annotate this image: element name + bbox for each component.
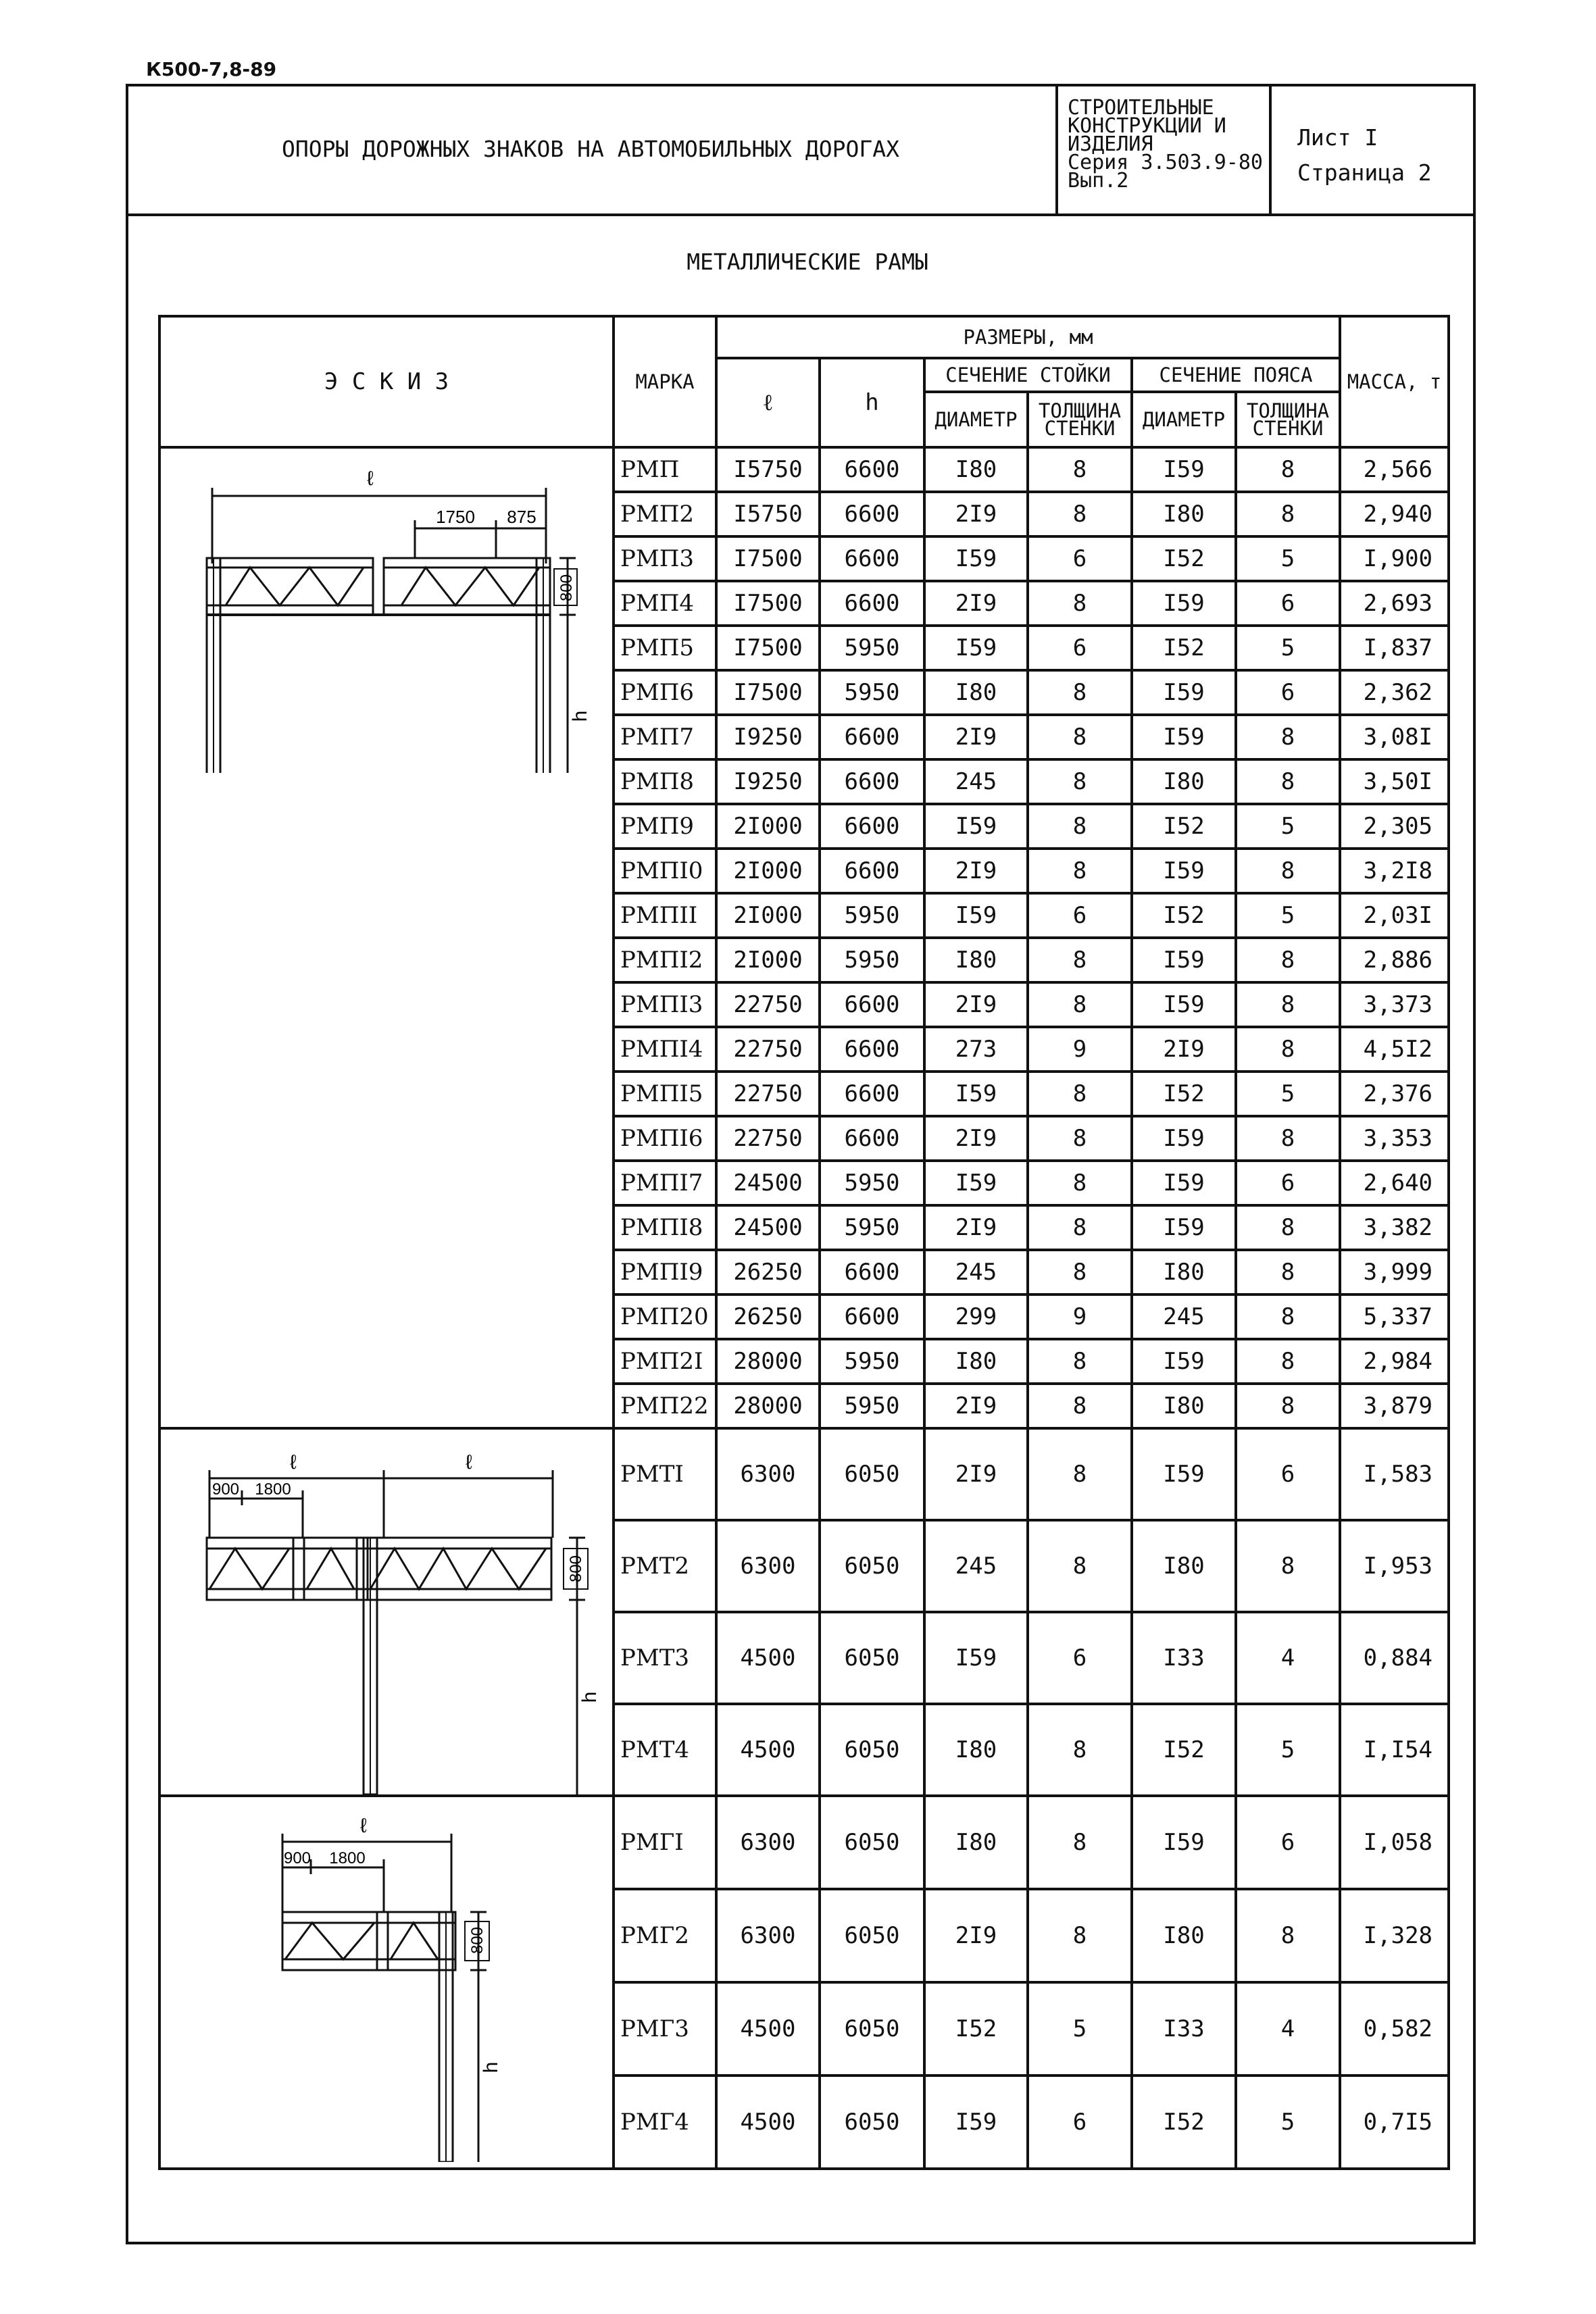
l-frame-sketch bbox=[161, 1797, 607, 2162]
mass-cell: 0,884 bbox=[1340, 1612, 1449, 1704]
h-cell: 5950 bbox=[820, 893, 924, 938]
mass-cell: I,058 bbox=[1340, 1796, 1449, 1889]
sketch-dim-label: 800 bbox=[468, 1926, 487, 1955]
post-diameter-cell: I59 bbox=[924, 536, 1028, 581]
post-diameter-cell: 2I9 bbox=[924, 982, 1028, 1027]
post-thickness-cell: 8 bbox=[1028, 1889, 1132, 1982]
chord-thickness-cell: 5 bbox=[1236, 1704, 1340, 1796]
chord-diameter-cell: 245 bbox=[1132, 1294, 1236, 1339]
sheet-number: Лист I bbox=[1297, 124, 1378, 151]
mark-cell: РМТ4 bbox=[614, 1704, 716, 1796]
sketch-cell bbox=[159, 1428, 614, 1796]
l-cell: I7500 bbox=[716, 626, 820, 670]
chord-thickness-cell: 8 bbox=[1236, 849, 1340, 893]
mass-cell: 0,582 bbox=[1340, 1982, 1449, 2076]
post-thickness-cell: 8 bbox=[1028, 581, 1132, 626]
mark-cell: РМП8 bbox=[614, 759, 716, 804]
post-thickness-cell: 8 bbox=[1028, 670, 1132, 715]
chord-diameter-cell: I33 bbox=[1132, 1982, 1236, 2076]
t-frame-sketch bbox=[161, 1430, 607, 1794]
sizes-header: РАЗМЕРЫ, мм bbox=[716, 316, 1340, 358]
post-thickness-cell: 8 bbox=[1028, 938, 1132, 982]
post-diameter-cell: 2I9 bbox=[924, 715, 1028, 759]
l-cell: I9250 bbox=[716, 715, 820, 759]
series-line: ИЗДЕЛИЯ bbox=[1068, 132, 1153, 156]
sketch-cell bbox=[159, 447, 614, 1428]
post-diameter-cell: 273 bbox=[924, 1027, 1028, 1072]
h-cell: 6050 bbox=[820, 1889, 924, 1982]
post-diameter-cell: 2I9 bbox=[924, 1428, 1028, 1520]
post-diameter-header: ДИАМЕТР bbox=[924, 392, 1028, 447]
h-cell: 6600 bbox=[820, 715, 924, 759]
l-cell: 4500 bbox=[716, 2076, 820, 2169]
mark-cell: РМПI9 bbox=[614, 1250, 716, 1294]
l-cell: 4500 bbox=[716, 1982, 820, 2076]
post-thickness-cell: 6 bbox=[1028, 626, 1132, 670]
mark-cell: РМП5 bbox=[614, 626, 716, 670]
mark-cell: РМП20 bbox=[614, 1294, 716, 1339]
post-thickness-cell: 8 bbox=[1028, 1339, 1132, 1384]
chord-thickness-cell: 8 bbox=[1236, 1384, 1340, 1428]
mass-cell: 2,693 bbox=[1340, 581, 1449, 626]
mass-cell: 2,305 bbox=[1340, 804, 1449, 849]
post-diameter-cell: 2I9 bbox=[924, 849, 1028, 893]
mark-cell: РМП3 bbox=[614, 536, 716, 581]
post-thickness-cell: 6 bbox=[1028, 893, 1132, 938]
chord-diameter-cell: I59 bbox=[1132, 670, 1236, 715]
chord-thickness-cell: 5 bbox=[1236, 1072, 1340, 1116]
chord-diameter-cell: I59 bbox=[1132, 581, 1236, 626]
l-cell: 26250 bbox=[716, 1250, 820, 1294]
post-diameter-cell: 245 bbox=[924, 1250, 1028, 1294]
frames-spec-table bbox=[158, 315, 1450, 2170]
post-thickness-cell: 8 bbox=[1028, 1428, 1132, 1520]
chord-thickness-cell: 4 bbox=[1236, 1982, 1340, 2076]
mass-cell: 3,879 bbox=[1340, 1384, 1449, 1428]
chord-diameter-cell: I52 bbox=[1132, 804, 1236, 849]
chord-diameter-cell: I80 bbox=[1132, 759, 1236, 804]
chord-thickness-cell: 5 bbox=[1236, 804, 1340, 849]
post-diameter-cell: 2I9 bbox=[924, 581, 1028, 626]
post-thickness-cell: 6 bbox=[1028, 536, 1132, 581]
l-header: ℓ bbox=[716, 358, 820, 447]
post-diameter-cell: 245 bbox=[924, 1520, 1028, 1612]
mark-cell: РМПI3 bbox=[614, 982, 716, 1027]
mass-cell: 3,08I bbox=[1340, 715, 1449, 759]
chord-thickness-cell: 5 bbox=[1236, 536, 1340, 581]
post-thickness-cell: 9 bbox=[1028, 1294, 1132, 1339]
mass-cell: 2,640 bbox=[1340, 1161, 1449, 1205]
portal-frame-sketch bbox=[161, 449, 607, 773]
l-cell: I5750 bbox=[716, 492, 820, 536]
post-thickness-cell: 6 bbox=[1028, 1612, 1132, 1704]
l-cell: 2I000 bbox=[716, 938, 820, 982]
post-diameter-cell: I59 bbox=[924, 1161, 1028, 1205]
post-diameter-cell: I80 bbox=[924, 1339, 1028, 1384]
post-diameter-cell: 299 bbox=[924, 1294, 1028, 1339]
mass-cell: 2,03I bbox=[1340, 893, 1449, 938]
mark-cell: РМП2 bbox=[614, 492, 716, 536]
chord-thickness-cell: 8 bbox=[1236, 982, 1340, 1027]
chord-thickness-cell: 5 bbox=[1236, 626, 1340, 670]
sketch-l-label: ℓ bbox=[466, 1451, 472, 1474]
chord-diameter-cell: I80 bbox=[1132, 1520, 1236, 1612]
post-diameter-cell: I80 bbox=[924, 1796, 1028, 1889]
table-row bbox=[159, 1796, 1449, 1889]
section-title: МЕТАЛЛИЧЕСКИЕ РАМЫ bbox=[687, 249, 928, 275]
h-cell: 6600 bbox=[820, 1072, 924, 1116]
mass-cell: 2,376 bbox=[1340, 1072, 1449, 1116]
mark-header: МАРКА bbox=[614, 316, 716, 447]
series-box bbox=[1055, 84, 1272, 213]
post-thickness-cell: 8 bbox=[1028, 1520, 1132, 1612]
chord-section-header: СЕЧЕНИЕ ПОЯСА bbox=[1132, 358, 1340, 392]
post-thickness-cell: 8 bbox=[1028, 1384, 1132, 1428]
series-line: КОНСТРУКЦИИ И bbox=[1068, 114, 1226, 138]
chord-thickness-cell: 5 bbox=[1236, 893, 1340, 938]
post-diameter-cell: 245 bbox=[924, 759, 1028, 804]
chord-thickness-cell: 8 bbox=[1236, 1294, 1340, 1339]
document-code: К500-7,8-89 bbox=[146, 58, 277, 80]
l-cell: 22750 bbox=[716, 982, 820, 1027]
h-cell: 6600 bbox=[820, 1250, 924, 1294]
chord-thickness-header: ТОЛЩИНА СТЕНКИ bbox=[1236, 392, 1340, 447]
mass-cell: 5,337 bbox=[1340, 1294, 1449, 1339]
l-cell: 26250 bbox=[716, 1294, 820, 1339]
mark-cell: РМГ3 bbox=[614, 1982, 716, 2076]
mass-cell: I,I54 bbox=[1340, 1704, 1449, 1796]
h-cell: 5950 bbox=[820, 938, 924, 982]
post-thickness-cell: 8 bbox=[1028, 492, 1132, 536]
chord-diameter-cell: I52 bbox=[1132, 626, 1236, 670]
post-thickness-cell: 8 bbox=[1028, 1796, 1132, 1889]
chord-thickness-cell: 8 bbox=[1236, 715, 1340, 759]
post-diameter-cell: I80 bbox=[924, 1704, 1028, 1796]
mass-cell: I,328 bbox=[1340, 1889, 1449, 1982]
chord-thickness-cell: 8 bbox=[1236, 1027, 1340, 1072]
l-cell: I9250 bbox=[716, 759, 820, 804]
post-diameter-cell: 2I9 bbox=[924, 492, 1028, 536]
l-cell: 4500 bbox=[716, 1612, 820, 1704]
post-thickness-cell: 8 bbox=[1028, 849, 1132, 893]
l-cell: I7500 bbox=[716, 536, 820, 581]
mass-cell: I,583 bbox=[1340, 1428, 1449, 1520]
chord-diameter-cell: I80 bbox=[1132, 492, 1236, 536]
mark-cell: РМПI7 bbox=[614, 1161, 716, 1205]
chord-thickness-cell: 8 bbox=[1236, 759, 1340, 804]
chord-thickness-cell: 8 bbox=[1236, 1889, 1340, 1982]
series-line: СТРОИТЕЛЬНЫЕ bbox=[1068, 96, 1214, 120]
h-cell: 6600 bbox=[820, 1027, 924, 1072]
h-cell: 5950 bbox=[820, 1161, 924, 1205]
post-diameter-cell: I59 bbox=[924, 2076, 1028, 2169]
chord-thickness-cell: 5 bbox=[1236, 2076, 1340, 2169]
post-thickness-cell: 8 bbox=[1028, 1250, 1132, 1294]
mark-cell: РМП bbox=[614, 447, 716, 492]
chord-thickness-cell: 6 bbox=[1236, 1161, 1340, 1205]
chord-thickness-cell: 8 bbox=[1236, 492, 1340, 536]
post-diameter-cell: I59 bbox=[924, 626, 1028, 670]
l-cell: 4500 bbox=[716, 1704, 820, 1796]
post-thickness-header: ТОЛЩИНА СТЕНКИ bbox=[1028, 392, 1132, 447]
sketch-dim-label: 875 bbox=[507, 507, 537, 527]
post-diameter-cell: I80 bbox=[924, 447, 1028, 492]
sketch-dim-label: 1800 bbox=[329, 1849, 366, 1867]
chord-thickness-cell: 8 bbox=[1236, 447, 1340, 492]
mark-cell: РМП9 bbox=[614, 804, 716, 849]
post-thickness-cell: 8 bbox=[1028, 1704, 1132, 1796]
chord-diameter-cell: I33 bbox=[1132, 1612, 1236, 1704]
post-diameter-cell: 2I9 bbox=[924, 1889, 1028, 1982]
mark-cell: РМГI bbox=[614, 1796, 716, 1889]
chord-thickness-cell: 6 bbox=[1236, 670, 1340, 715]
sketch-h-label: h bbox=[569, 710, 591, 722]
post-diameter-cell: I59 bbox=[924, 1072, 1028, 1116]
l-cell: 24500 bbox=[716, 1161, 820, 1205]
post-diameter-cell: I52 bbox=[924, 1982, 1028, 2076]
mass-cell: 3,373 bbox=[1340, 982, 1449, 1027]
chord-diameter-cell: I59 bbox=[1132, 1428, 1236, 1520]
post-thickness-cell: 5 bbox=[1028, 1982, 1132, 2076]
h-cell: 6600 bbox=[820, 849, 924, 893]
post-section-header: СЕЧЕНИЕ СТОЙКИ bbox=[924, 358, 1132, 392]
chord-diameter-cell: I52 bbox=[1132, 1072, 1236, 1116]
h-cell: 6600 bbox=[820, 536, 924, 581]
h-cell: 6600 bbox=[820, 492, 924, 536]
l-cell: 22750 bbox=[716, 1027, 820, 1072]
post-thickness-cell: 8 bbox=[1028, 1072, 1132, 1116]
h-cell: 6600 bbox=[820, 1294, 924, 1339]
mark-cell: РМП2I bbox=[614, 1339, 716, 1384]
chord-thickness-cell: 8 bbox=[1236, 1205, 1340, 1250]
mark-cell: РМТ3 bbox=[614, 1612, 716, 1704]
series-line: Серия 3.503.9-80 bbox=[1068, 151, 1263, 174]
chord-diameter-cell: I59 bbox=[1132, 715, 1236, 759]
mark-cell: РМПI5 bbox=[614, 1072, 716, 1116]
h-cell: 6600 bbox=[820, 1116, 924, 1161]
mark-cell: РМПI6 bbox=[614, 1116, 716, 1161]
mass-cell: 3,353 bbox=[1340, 1116, 1449, 1161]
h-cell: 5950 bbox=[820, 1205, 924, 1250]
mass-cell: 2,940 bbox=[1340, 492, 1449, 536]
post-thickness-cell: 8 bbox=[1028, 982, 1132, 1027]
h-cell: 5950 bbox=[820, 626, 924, 670]
mass-cell: 0,7I5 bbox=[1340, 2076, 1449, 2169]
chord-diameter-cell: I52 bbox=[1132, 2076, 1236, 2169]
h-cell: 6600 bbox=[820, 804, 924, 849]
mark-cell: РМПI4 bbox=[614, 1027, 716, 1072]
sketch-dim-label: 900 bbox=[211, 1480, 240, 1499]
chord-diameter-cell: I52 bbox=[1132, 536, 1236, 581]
chord-diameter-cell: 2I9 bbox=[1132, 1027, 1236, 1072]
mark-cell: РМП7 bbox=[614, 715, 716, 759]
chord-diameter-cell: I59 bbox=[1132, 982, 1236, 1027]
l-cell: I7500 bbox=[716, 670, 820, 715]
l-cell: 2I000 bbox=[716, 804, 820, 849]
mark-cell: РМГ2 bbox=[614, 1889, 716, 1982]
mark-cell: РМПI0 bbox=[614, 849, 716, 893]
l-cell: 28000 bbox=[716, 1339, 820, 1384]
table-row bbox=[159, 447, 1449, 492]
mass-cell: 2,566 bbox=[1340, 447, 1449, 492]
chord-thickness-cell: 8 bbox=[1236, 1250, 1340, 1294]
post-thickness-cell: 9 bbox=[1028, 1027, 1132, 1072]
h-cell: 6600 bbox=[820, 759, 924, 804]
mark-cell: РМПI8 bbox=[614, 1205, 716, 1250]
chord-diameter-cell: I59 bbox=[1132, 1339, 1236, 1384]
sketch-dim-label: 800 bbox=[557, 574, 576, 602]
l-cell: 2I000 bbox=[716, 849, 820, 893]
mark-cell: РМП22 bbox=[614, 1384, 716, 1428]
chord-diameter-cell: I59 bbox=[1132, 1205, 1236, 1250]
l-cell: 6300 bbox=[716, 1520, 820, 1612]
h-cell: 6050 bbox=[820, 1982, 924, 2076]
mass-cell: 2,886 bbox=[1340, 938, 1449, 982]
post-thickness-cell: 8 bbox=[1028, 1205, 1132, 1250]
mass-cell: 3,50I bbox=[1340, 759, 1449, 804]
post-diameter-cell: 2I9 bbox=[924, 1116, 1028, 1161]
sketch-l-label: ℓ bbox=[367, 468, 374, 490]
chord-thickness-cell: 6 bbox=[1236, 1428, 1340, 1520]
post-diameter-cell: I59 bbox=[924, 893, 1028, 938]
mass-cell: I,953 bbox=[1340, 1520, 1449, 1612]
post-thickness-cell: 8 bbox=[1028, 1161, 1132, 1205]
post-thickness-cell: 8 bbox=[1028, 715, 1132, 759]
l-cell: 22750 bbox=[716, 1116, 820, 1161]
chord-thickness-cell: 4 bbox=[1236, 1612, 1340, 1704]
h-cell: 5950 bbox=[820, 1384, 924, 1428]
sketch-cell bbox=[159, 1796, 614, 2169]
post-diameter-cell: I59 bbox=[924, 804, 1028, 849]
mass-cell: 3,2I8 bbox=[1340, 849, 1449, 893]
sketch-h-label: h bbox=[578, 1691, 601, 1703]
chord-diameter-cell: I59 bbox=[1132, 1116, 1236, 1161]
l-cell: I7500 bbox=[716, 581, 820, 626]
post-thickness-cell: 6 bbox=[1028, 2076, 1132, 2169]
h-cell: 6050 bbox=[820, 1796, 924, 1889]
mark-cell: РМГ4 bbox=[614, 2076, 716, 2169]
chord-diameter-cell: I59 bbox=[1132, 849, 1236, 893]
mark-cell: РМТI bbox=[614, 1428, 716, 1520]
chord-thickness-cell: 8 bbox=[1236, 1339, 1340, 1384]
sketch-h-label: h bbox=[480, 2061, 502, 2073]
chord-thickness-cell: 6 bbox=[1236, 581, 1340, 626]
h-header: h bbox=[820, 358, 924, 447]
chord-diameter-cell: I80 bbox=[1132, 1384, 1236, 1428]
mark-cell: РМПII bbox=[614, 893, 716, 938]
mark-cell: РМП4 bbox=[614, 581, 716, 626]
post-diameter-cell: I80 bbox=[924, 938, 1028, 982]
l-cell: 28000 bbox=[716, 1384, 820, 1428]
chord-thickness-cell: 8 bbox=[1236, 1520, 1340, 1612]
mark-cell: РМТ2 bbox=[614, 1520, 716, 1612]
h-cell: 6050 bbox=[820, 1520, 924, 1612]
mass-cell: I,837 bbox=[1340, 626, 1449, 670]
post-thickness-cell: 8 bbox=[1028, 804, 1132, 849]
l-cell: 2I000 bbox=[716, 893, 820, 938]
chord-diameter-cell: I80 bbox=[1132, 1250, 1236, 1294]
h-cell: 6600 bbox=[820, 982, 924, 1027]
series-line: Вып.2 bbox=[1068, 169, 1129, 193]
chord-diameter-cell: I59 bbox=[1132, 1161, 1236, 1205]
table-row bbox=[159, 1428, 1449, 1520]
document-title: ОПОРЫ ДОРОЖНЫХ ЗНАКОВ НА АВТОМОБИЛЬНЫХ ДОРОГАХ bbox=[282, 135, 899, 162]
mass-cell: 2,984 bbox=[1340, 1339, 1449, 1384]
chord-diameter-cell: I59 bbox=[1132, 938, 1236, 982]
post-thickness-cell: 8 bbox=[1028, 447, 1132, 492]
sketch-dim-label: 800 bbox=[567, 1555, 585, 1583]
l-cell: 22750 bbox=[716, 1072, 820, 1116]
chord-diameter-cell: I52 bbox=[1132, 1704, 1236, 1796]
post-diameter-cell: I59 bbox=[924, 1612, 1028, 1704]
h-cell: 6050 bbox=[820, 1428, 924, 1520]
l-cell: 6300 bbox=[716, 1889, 820, 1982]
h-cell: 6600 bbox=[820, 581, 924, 626]
post-diameter-cell: 2I9 bbox=[924, 1384, 1028, 1428]
h-cell: 5950 bbox=[820, 670, 924, 715]
sketch-dim-label: 1750 bbox=[436, 507, 475, 527]
mark-cell: РМПI2 bbox=[614, 938, 716, 982]
page-number: Страница 2 bbox=[1297, 159, 1432, 186]
h-cell: 6050 bbox=[820, 1612, 924, 1704]
mass-cell: 4,5I2 bbox=[1340, 1027, 1449, 1072]
chord-diameter-cell: I59 bbox=[1132, 447, 1236, 492]
mass-cell: I,900 bbox=[1340, 536, 1449, 581]
h-cell: 6600 bbox=[820, 447, 924, 492]
l-cell: 6300 bbox=[716, 1796, 820, 1889]
sketch-dim-label: 900 bbox=[283, 1849, 311, 1867]
post-diameter-cell: 2I9 bbox=[924, 1205, 1028, 1250]
chord-thickness-cell: 6 bbox=[1236, 1796, 1340, 1889]
chord-diameter-cell: I52 bbox=[1132, 893, 1236, 938]
post-thickness-cell: 8 bbox=[1028, 1116, 1132, 1161]
chord-diameter-cell: I59 bbox=[1132, 1796, 1236, 1889]
post-thickness-cell: 8 bbox=[1028, 759, 1132, 804]
l-cell: 6300 bbox=[716, 1428, 820, 1520]
l-cell: 24500 bbox=[716, 1205, 820, 1250]
h-cell: 6050 bbox=[820, 2076, 924, 2169]
chord-thickness-cell: 8 bbox=[1236, 1116, 1340, 1161]
sketch-dim-label: 1800 bbox=[255, 1480, 291, 1499]
mark-cell: РМП6 bbox=[614, 670, 716, 715]
mass-header: МАССА, т bbox=[1340, 316, 1449, 447]
sheet-box bbox=[1272, 84, 1476, 213]
post-diameter-cell: I80 bbox=[924, 670, 1028, 715]
chord-thickness-cell: 8 bbox=[1236, 938, 1340, 982]
sketch-l-label: ℓ bbox=[360, 1815, 367, 1837]
h-cell: 5950 bbox=[820, 1339, 924, 1384]
l-cell: I5750 bbox=[716, 447, 820, 492]
sketch-l-label: ℓ bbox=[290, 1451, 297, 1474]
h-cell: 6050 bbox=[820, 1704, 924, 1796]
mass-cell: 2,362 bbox=[1340, 670, 1449, 715]
sketch-header: Э С К И З bbox=[159, 316, 614, 447]
mass-cell: 3,382 bbox=[1340, 1205, 1449, 1250]
chord-diameter-header: ДИАМЕТР bbox=[1132, 392, 1236, 447]
chord-diameter-cell: I80 bbox=[1132, 1889, 1236, 1982]
mass-cell: 3,999 bbox=[1340, 1250, 1449, 1294]
